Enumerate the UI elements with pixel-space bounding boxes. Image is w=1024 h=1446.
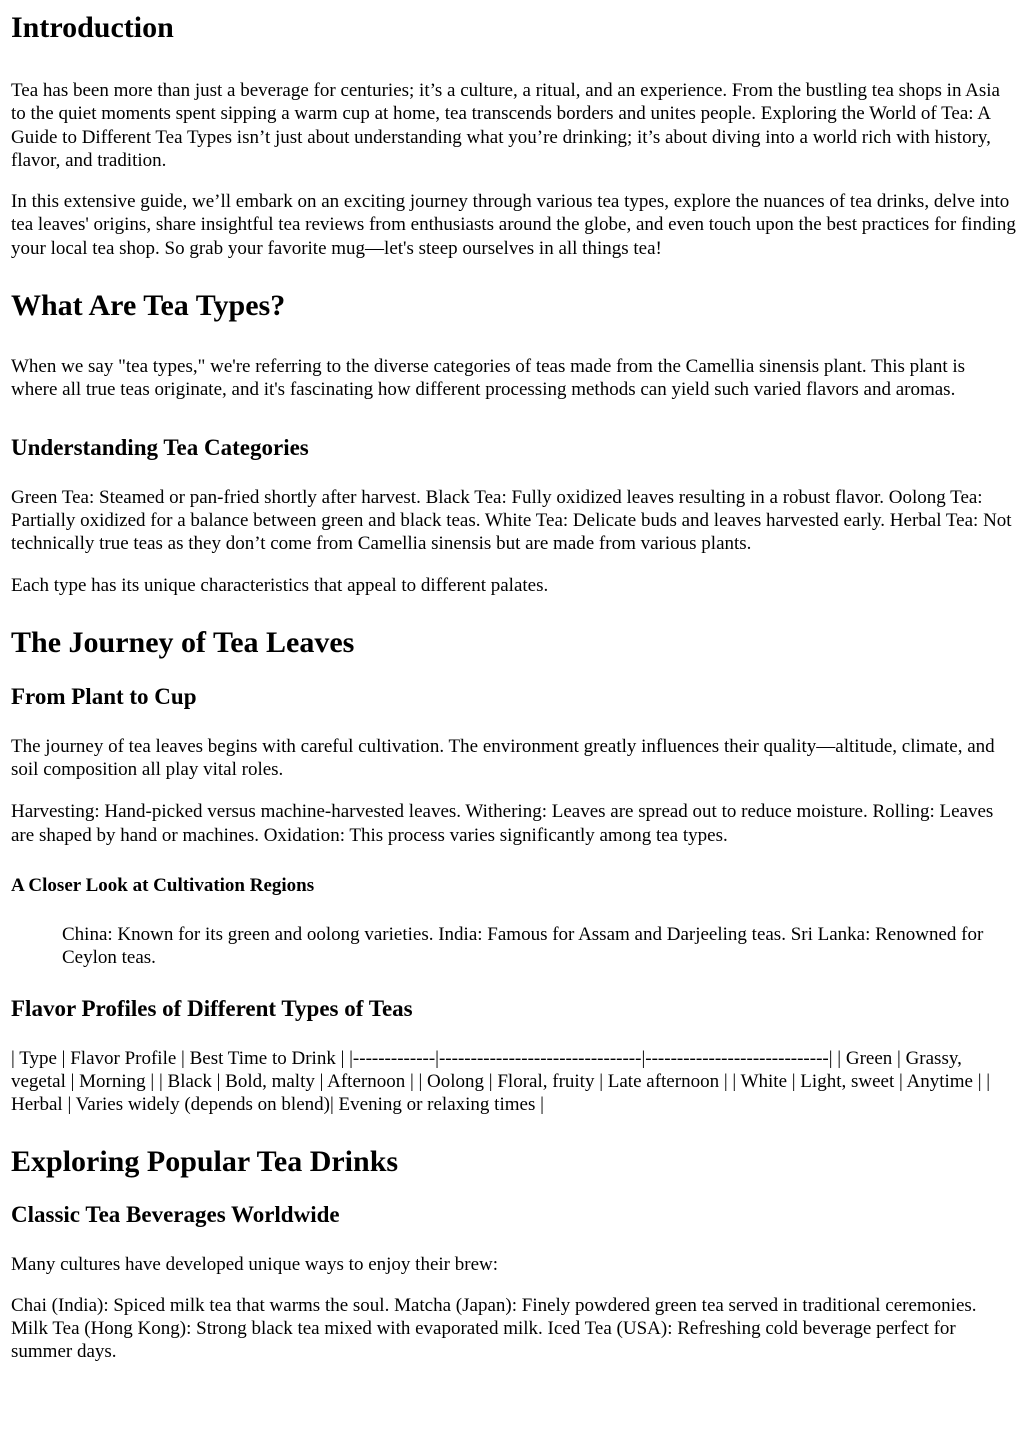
subheading-tea-categories: Understanding Tea Categories: [11, 434, 309, 460]
section-heading-tea-drinks: Exploring Popular Tea Drinks: [11, 1144, 399, 1178]
intro-paragraph: In this extensive guide, we’ll embark on an exciting journey through various tea types, explore the nuances of tea drinks, delve into tea leaves' origins, share insightful tea reviews from enthusiasts around the globe, and even touch upon the best practices for finding your local tea shop. So grab your favorite mug—let's steep ourselves in all things tea!: [11, 191, 1016, 259]
section-heading-introduction: Introduction: [11, 11, 174, 44]
plant-to-cup-paragraph: Harvesting: Hand-picked versus machine-harvested leaves. Withering: Leaves are spread out to reduce moisture. Rolling: Leaves are shaped by hand or machines. Oxidation: This process varies significantly among tea types.: [11, 801, 994, 846]
classic-beverages-paragraph: Chai (India): Spiced milk tea that warms the soul. Matcha (Japan): Finely powdered green tea served in traditional ceremonies. Milk Tea (Hong Kong): Strong black tea mixed with evaporated milk. Iced Tea (USA): Refreshing cold beverage perfect for summer days.: [11, 1294, 977, 1363]
tea-categories-paragraph: Green Tea: Steamed or pan-fried shortly after harvest. Black Tea: Fully oxidized leaves resulting in a robust flavor. Oolong Tea: Partially oxidized for a balance between green and black teas. White Tea: Delicate buds and leaves harvested early. Herbal Tea: Not technically true teas as they don’t come from Camellia sinensis but are made from various plants.: [11, 486, 1012, 555]
subheading-flavor-profiles: Flavor Profiles of Different Types of Teas: [11, 995, 413, 1021]
plant-to-cup-paragraph: The journey of tea leaves begins with careful cultivation. The environment greatly influences their quality—altitude, climate, and soil composition all play vital roles.: [11, 735, 995, 781]
flavor-profiles-paragraph: | Type | Flavor Profile | Best Time to Drink | |-------------|--------------------------------|-----------------------------| | Green | Grassy, vegetal | Morning | | Black | Bold, malty | Afternoon | | Oolong | Floral, fruity | Late afternoon | | White | Light, sweet | Anytime | | Herbal | Varies widely (depends on blend)| Evening or relaxing times |: [11, 1047, 991, 1116]
subheading-plant-to-cup: From Plant to Cup: [11, 683, 197, 709]
subheading-classic-beverages: Classic Tea Beverages Worldwide: [11, 1201, 340, 1227]
classic-beverages-paragraph: Many cultures have developed unique ways to enjoy their brew:: [11, 1253, 498, 1275]
cultivation-regions-quote: China: Known for its green and oolong varieties. India: Famous for Assam and Darjeeling teas. Sri Lanka: Renowned for Ceylon teas.: [62, 924, 984, 969]
section-heading-journey: The Journey of Tea Leaves: [11, 625, 355, 659]
tea-categories-paragraph: Each type has its unique characteristics that appeal to different palates.: [11, 574, 549, 596]
subheading-cultivation-regions: A Closer Look at Cultivation Regions: [11, 875, 315, 897]
tea-types-paragraph: When we say "tea types," we're referring to the diverse categories of teas made from the Camellia sinensis plant. This plant is where all true teas originate, and it's fascinating how different processing methods can yield such varied flavors and aromas.: [11, 356, 966, 401]
section-heading-tea-types: What Are Tea Types?: [11, 289, 286, 323]
intro-paragraph: Tea has been more than just a beverage for centuries; it’s a culture, a ritual, and an experience. From the bustling tea shops in Asia to the quiet moments spent sipping a warm cup at home, tea transcends borders and unites people. Exploring the World of Tea: A Guide to Different Tea Types isn’t just about understanding what you’re drinking; it’s about diving into a world rich with history, flavor, and tradition.: [11, 80, 1000, 171]
